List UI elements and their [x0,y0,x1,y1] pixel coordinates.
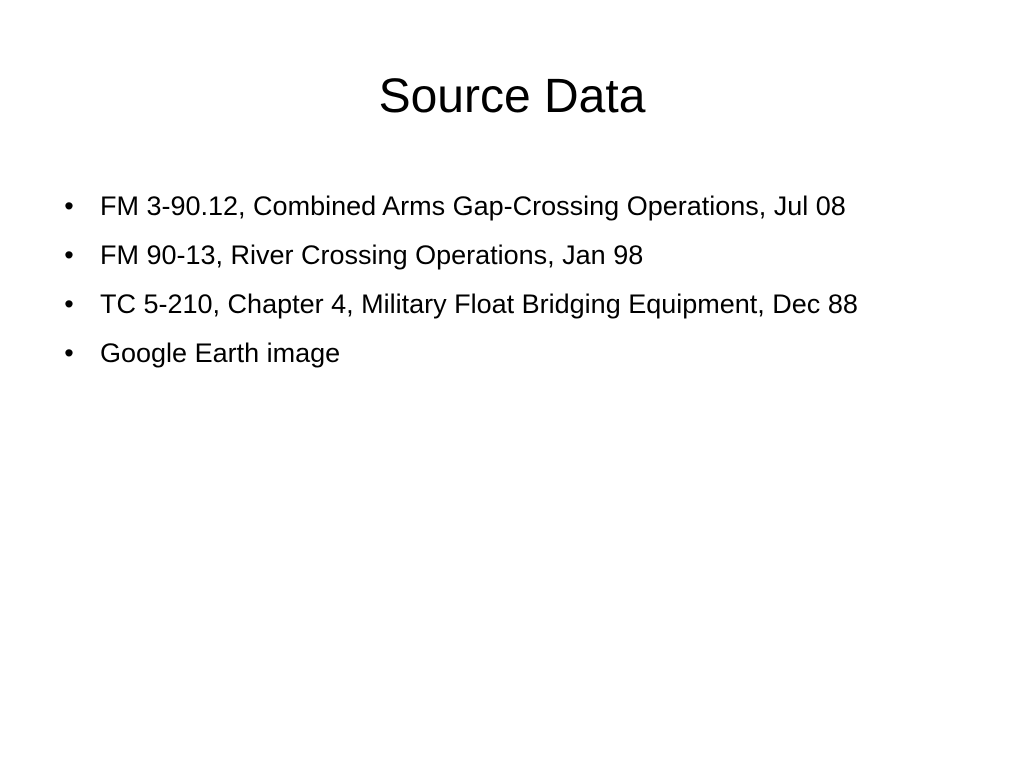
bullet-text: TC 5-210, Chapter 4, Military Float Bridging Equipment, Dec 88 [100,289,858,319]
list-item [64,333,960,373]
bullet-text: FM 3-90.12, Combined Arms Gap-Crossing Operations, Jul 08 [100,191,846,221]
slide-title: Source Data [378,70,646,123]
bullet-text: FM 90-13, River Crossing Operations, Jan 98 [100,240,644,270]
bullet-icon: • [64,240,74,270]
list-item [64,284,960,324]
bullet-text: Google Earth image [100,338,341,368]
list-item [64,186,960,226]
bullet-icon: • [64,338,74,368]
bullet-icon: • [64,191,74,221]
bullet-list [64,186,960,382]
bullet-icon: • [64,289,74,319]
list-item [64,235,960,275]
